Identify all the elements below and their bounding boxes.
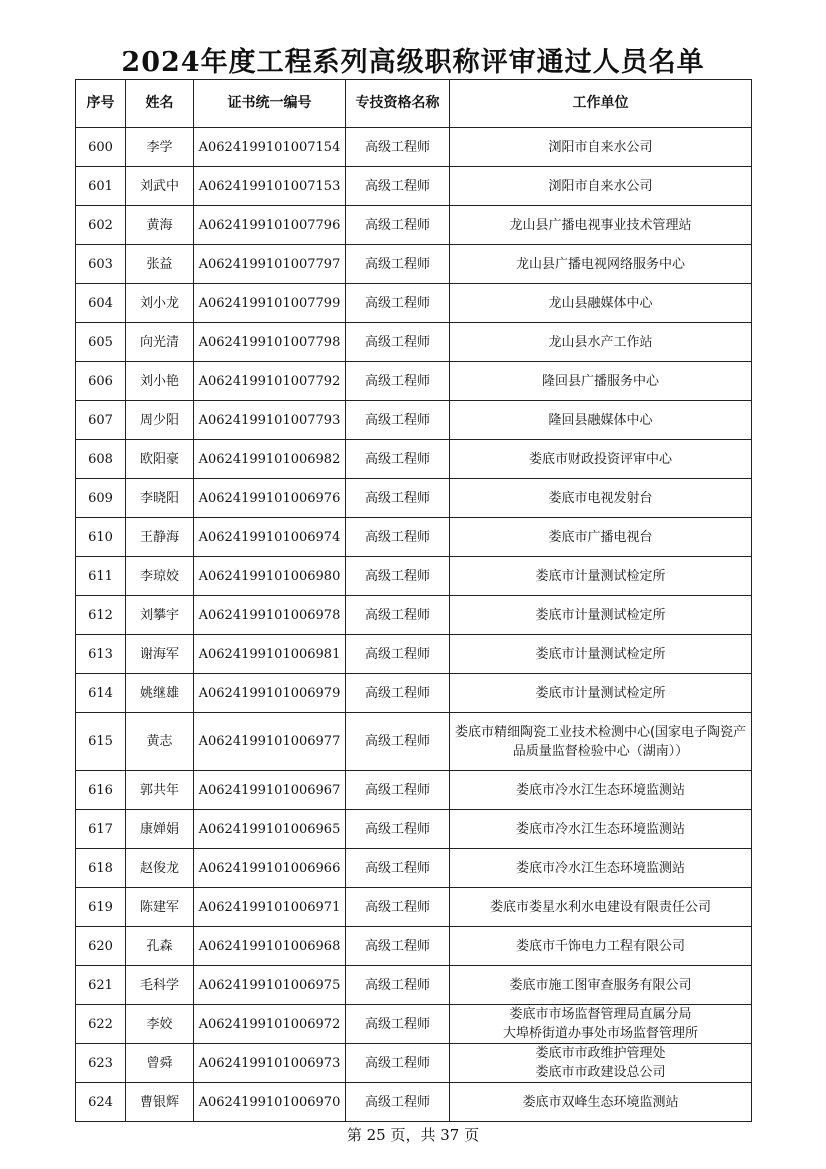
table-row: [76, 557, 752, 596]
work-unit-cell: 浏阳市自来水公司: [450, 167, 752, 206]
name-cell: 李晓阳: [126, 479, 194, 518]
work-unit-cell: 娄底市计量测试检定所: [450, 557, 752, 596]
seq-cell: 602: [76, 206, 126, 245]
work-unit-cell: 娄底市施工图审查服务有限公司: [450, 966, 752, 1005]
cert-number-cell: A0624199101007793: [194, 401, 346, 440]
name-cell: 刘武中: [126, 167, 194, 206]
name-cell: 陈建军: [126, 888, 194, 927]
work-unit-cell: 娄底市冷水江生态环境监测站: [450, 771, 752, 810]
table-row: [76, 518, 752, 557]
qualification-cell: 高级工程师: [346, 849, 450, 888]
work-unit-cell: 娄底市娄星水利水电建设有限责任公司: [450, 888, 752, 927]
seq-cell: 603: [76, 245, 126, 284]
name-cell: 谢海军: [126, 635, 194, 674]
seq-cell: 616: [76, 771, 126, 810]
seq-cell: 624: [76, 1083, 126, 1122]
qualification-cell: 高级工程师: [346, 927, 450, 966]
seq-cell: 609: [76, 479, 126, 518]
cert-number-cell: A0624199101006966: [194, 849, 346, 888]
work-unit-cell: 龙山县广播电视网络服务中心: [450, 245, 752, 284]
table-row: [76, 440, 752, 479]
results-table: [75, 79, 752, 1122]
name-cell: 姚继雄: [126, 674, 194, 713]
cert-number-cell: A0624199101007792: [194, 362, 346, 401]
work-unit-cell: 娄底市计量测试检定所: [450, 635, 752, 674]
name-cell: 康婵娟: [126, 810, 194, 849]
table-row: [76, 1005, 752, 1044]
cert-number-cell: A0624199101006982: [194, 440, 346, 479]
table-row: [76, 128, 752, 167]
work-unit-cell: 浏阳市自来水公司: [450, 128, 752, 167]
seq-cell: 618: [76, 849, 126, 888]
work-unit-cell: 隆回县融媒体中心: [450, 401, 752, 440]
table-row: [76, 966, 752, 1005]
table-row: [76, 810, 752, 849]
header-cert: 证书统一编号: [194, 80, 346, 128]
qualification-cell: 高级工程师: [346, 966, 450, 1005]
page-title: 2024年度工程系列高级职称评审通过人员名单: [121, 47, 705, 78]
table-row: [76, 206, 752, 245]
cert-number-cell: A0624199101006972: [194, 1005, 346, 1044]
seq-cell: 619: [76, 888, 126, 927]
cert-number-cell: A0624199101006975: [194, 966, 346, 1005]
qualification-cell: 高级工程师: [346, 323, 450, 362]
name-cell: 李琼姣: [126, 557, 194, 596]
work-unit-cell: 娄底市计量测试检定所: [450, 596, 752, 635]
seq-cell: 612: [76, 596, 126, 635]
table-row: [76, 849, 752, 888]
table-row: [76, 1083, 752, 1122]
qualification-cell: 高级工程师: [346, 713, 450, 771]
cert-number-cell: A0624199101006978: [194, 596, 346, 635]
seq-cell: 610: [76, 518, 126, 557]
name-cell: 刘小龙: [126, 284, 194, 323]
seq-cell: 617: [76, 810, 126, 849]
header-seq: 序号: [76, 80, 126, 128]
qualification-cell: 高级工程师: [346, 596, 450, 635]
cert-number-cell: A0624199101007799: [194, 284, 346, 323]
qualification-cell: 高级工程师: [346, 557, 450, 596]
qualification-cell: 高级工程师: [346, 401, 450, 440]
qualification-cell: 高级工程师: [346, 284, 450, 323]
qualification-cell: 高级工程师: [346, 167, 450, 206]
table-row: [76, 674, 752, 713]
work-unit-cell: 娄底市财政投资评审中心: [450, 440, 752, 479]
header-qual: 专技资格名称: [346, 80, 450, 128]
qualification-cell: 高级工程师: [346, 440, 450, 479]
name-cell: 郭共年: [126, 771, 194, 810]
cert-number-cell: A0624199101007797: [194, 245, 346, 284]
table-row: [76, 596, 752, 635]
cert-number-cell: A0624199101006965: [194, 810, 346, 849]
qualification-cell: 高级工程师: [346, 1083, 450, 1122]
seq-cell: 600: [76, 128, 126, 167]
qualification-cell: 高级工程师: [346, 518, 450, 557]
qualification-cell: 高级工程师: [346, 206, 450, 245]
name-cell: 李姣: [126, 1005, 194, 1044]
seq-cell: 615: [76, 713, 126, 771]
qualification-cell: 高级工程师: [346, 1005, 450, 1044]
name-cell: 王静海: [126, 518, 194, 557]
work-unit-cell: 娄底市精细陶瓷工业技术检测中心(国家电子陶瓷产品质量监督检验中心（湖南））: [450, 713, 752, 771]
table-row: [76, 771, 752, 810]
seq-cell: 623: [76, 1044, 126, 1083]
cert-number-cell: A0624199101007796: [194, 206, 346, 245]
cert-number-cell: A0624199101006970: [194, 1083, 346, 1122]
name-cell: 周少阳: [126, 401, 194, 440]
header-name: 姓名: [126, 80, 194, 128]
name-cell: 欧阳豪: [126, 440, 194, 479]
seq-cell: 608: [76, 440, 126, 479]
table-row: [76, 635, 752, 674]
name-cell: 刘攀宇: [126, 596, 194, 635]
qualification-cell: 高级工程师: [346, 635, 450, 674]
cert-number-cell: A0624199101006976: [194, 479, 346, 518]
seq-cell: 614: [76, 674, 126, 713]
table-row: [76, 479, 752, 518]
work-unit-cell: 娄底市计量测试检定所: [450, 674, 752, 713]
name-cell: 曹银辉: [126, 1083, 194, 1122]
seq-cell: 605: [76, 323, 126, 362]
name-cell: 毛科学: [126, 966, 194, 1005]
name-cell: 黄志: [126, 713, 194, 771]
qualification-cell: 高级工程师: [346, 810, 450, 849]
name-cell: 张益: [126, 245, 194, 284]
name-cell: 曾舜: [126, 1044, 194, 1083]
work-unit-cell: 娄底市千饰电力工程有限公司: [450, 927, 752, 966]
work-unit-cell: 娄底市冷水江生态环境监测站: [450, 810, 752, 849]
cert-number-cell: A0624199101007154: [194, 128, 346, 167]
cert-number-cell: A0624199101007798: [194, 323, 346, 362]
name-cell: 刘小艳: [126, 362, 194, 401]
table-row: [76, 167, 752, 206]
qualification-cell: 高级工程师: [346, 479, 450, 518]
table-body: [76, 128, 752, 1122]
seq-cell: 621: [76, 966, 126, 1005]
name-cell: 赵俊龙: [126, 849, 194, 888]
work-unit-cell: 龙山县融媒体中心: [450, 284, 752, 323]
table-header-row: [76, 80, 752, 128]
seq-cell: 604: [76, 284, 126, 323]
cert-number-cell: A0624199101006968: [194, 927, 346, 966]
table-row: [76, 888, 752, 927]
work-unit-cell: 娄底市电视发射台: [450, 479, 752, 518]
work-unit-cell: 龙山县广播电视事业技术管理站: [450, 206, 752, 245]
table-row: [76, 245, 752, 284]
table-row: [76, 362, 752, 401]
cert-number-cell: A0624199101006980: [194, 557, 346, 596]
seq-cell: 622: [76, 1005, 126, 1044]
work-unit-cell: 娄底市市场监督管理局直属分局 大埠桥街道办事处市场监督管理所: [450, 1005, 752, 1044]
header-unit: 工作单位: [450, 80, 752, 128]
qualification-cell: 高级工程师: [346, 771, 450, 810]
cert-number-cell: A0624199101006971: [194, 888, 346, 927]
qualification-cell: 高级工程师: [346, 245, 450, 284]
name-cell: 黄海: [126, 206, 194, 245]
cert-number-cell: A0624199101006979: [194, 674, 346, 713]
table-row: [76, 284, 752, 323]
name-cell: 孔森: [126, 927, 194, 966]
table-row: [76, 401, 752, 440]
cert-number-cell: A0624199101006967: [194, 771, 346, 810]
cert-number-cell: A0624199101006977: [194, 713, 346, 771]
cert-number-cell: A0624199101006973: [194, 1044, 346, 1083]
seq-cell: 606: [76, 362, 126, 401]
work-unit-cell: 隆回县广播服务中心: [450, 362, 752, 401]
qualification-cell: 高级工程师: [346, 674, 450, 713]
cert-number-cell: A0624199101006981: [194, 635, 346, 674]
table-row: [76, 1044, 752, 1083]
table-row: [76, 323, 752, 362]
work-unit-cell: 娄底市广播电视台: [450, 518, 752, 557]
work-unit-cell: 龙山县水产工作站: [450, 323, 752, 362]
seq-cell: 620: [76, 927, 126, 966]
seq-cell: 613: [76, 635, 126, 674]
qualification-cell: 高级工程师: [346, 1044, 450, 1083]
work-unit-cell: 娄底市冷水江生态环境监测站: [450, 849, 752, 888]
qualification-cell: 高级工程师: [346, 888, 450, 927]
seq-cell: 607: [76, 401, 126, 440]
work-unit-cell: 娄底市市政维护管理处 娄底市市政建设总公司: [450, 1044, 752, 1083]
table-row: [76, 713, 752, 771]
page-number: 第 25 页，共 37 页: [346, 1126, 480, 1144]
qualification-cell: 高级工程师: [346, 128, 450, 167]
qualification-cell: 高级工程师: [346, 362, 450, 401]
cert-number-cell: A0624199101006974: [194, 518, 346, 557]
cert-number-cell: A0624199101007153: [194, 167, 346, 206]
work-unit-cell: 娄底市双峰生态环境监测站: [450, 1083, 752, 1122]
seq-cell: 601: [76, 167, 126, 206]
table-row: [76, 927, 752, 966]
name-cell: 李学: [126, 128, 194, 167]
name-cell: 向光清: [126, 323, 194, 362]
seq-cell: 611: [76, 557, 126, 596]
